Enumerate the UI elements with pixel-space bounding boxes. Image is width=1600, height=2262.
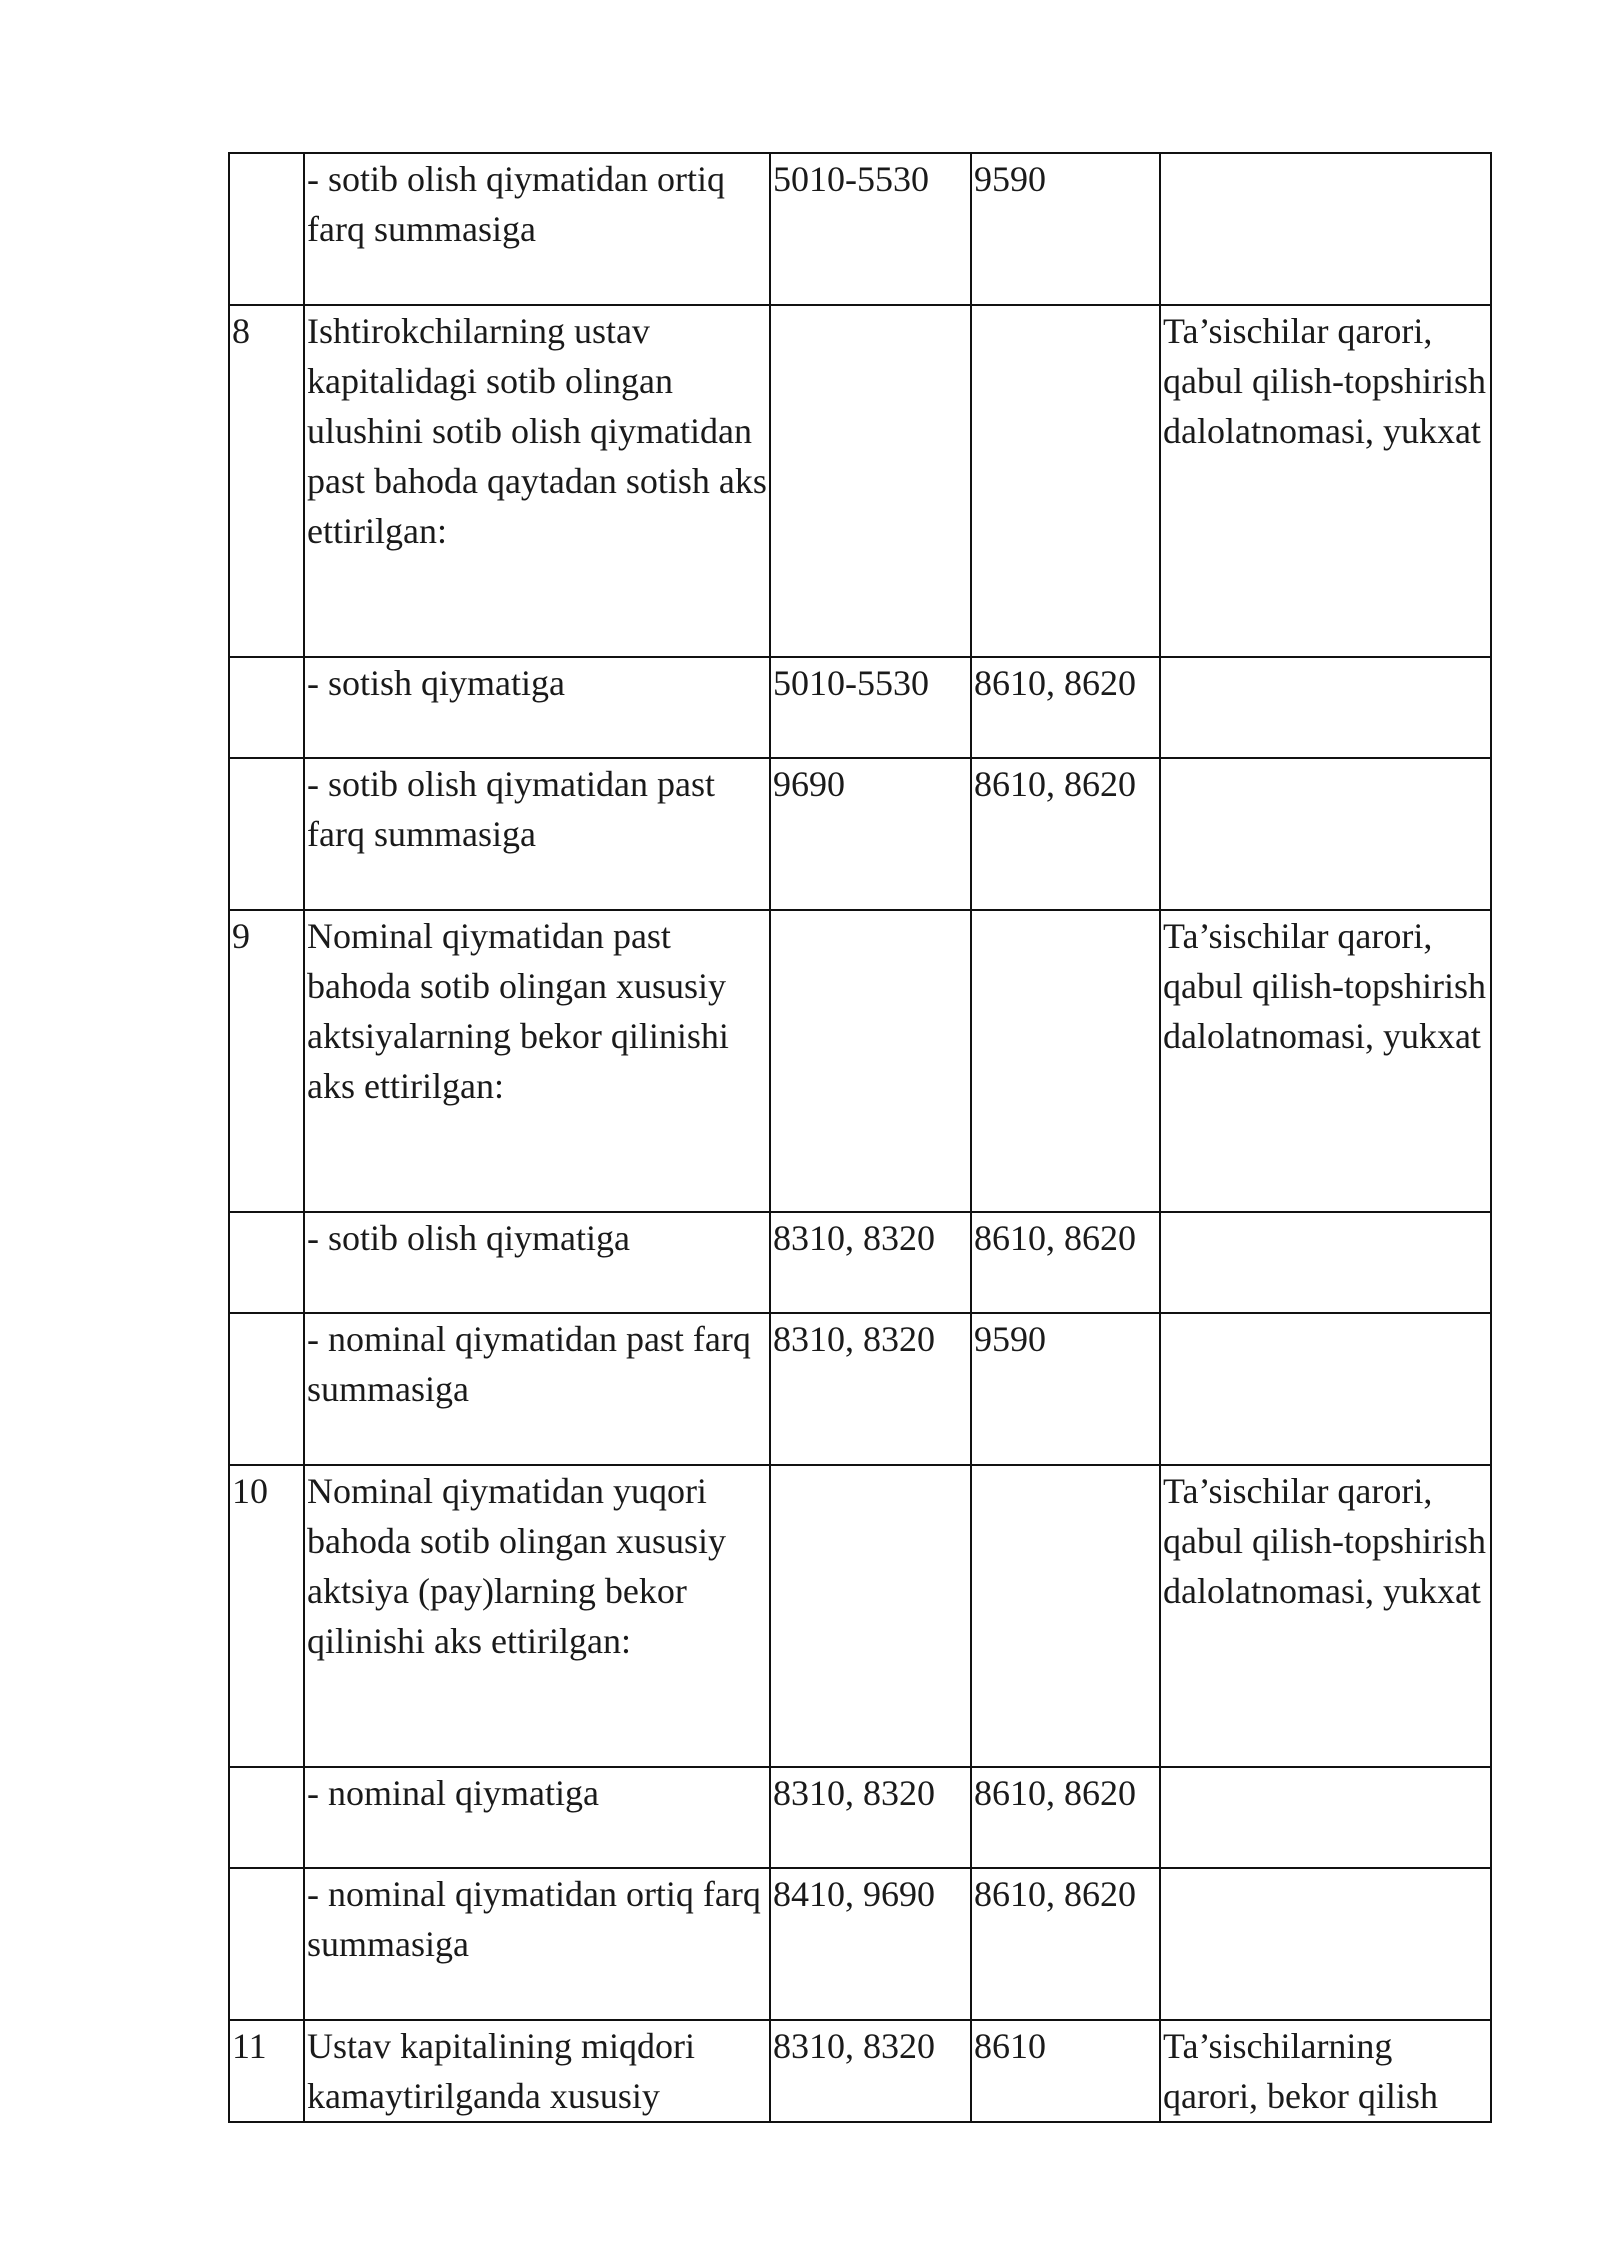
debit-account: 8310, 8320 <box>773 2026 935 2066</box>
description-cell <box>304 910 770 1212</box>
description-cell <box>304 1465 770 1767</box>
row-number-cell <box>229 657 304 758</box>
table-row <box>229 910 1491 1212</box>
credit-account: 8610, 8620 <box>974 1773 1136 1813</box>
debit-account: 9690 <box>773 764 845 804</box>
credit-cell <box>971 305 1160 657</box>
operation-description: - nominal qiymatidan ortiq farq summasiga <box>307 1874 761 1964</box>
credit-account: 9590 <box>974 1319 1046 1359</box>
row-number-cell <box>229 153 304 305</box>
credit-cell <box>971 657 1160 758</box>
debit-cell <box>770 1868 971 2020</box>
debit-account: 5010-5530 <box>773 663 929 703</box>
row-number-cell <box>229 1767 304 1868</box>
table-row <box>229 1212 1491 1313</box>
document-cell <box>1160 1767 1491 1868</box>
row-number-cell <box>229 910 304 1212</box>
table-row <box>229 1868 1491 2020</box>
row-number-cell <box>229 758 304 910</box>
table-row <box>229 1313 1491 1465</box>
credit-cell <box>971 153 1160 305</box>
debit-cell <box>770 305 971 657</box>
operation-description: - sotib olish qiymatiga <box>307 1218 630 1258</box>
row-number: 9 <box>232 916 250 956</box>
operation-description: Ustav kapitalining miqdori kamaytirilganda xususiy <box>307 2026 695 2116</box>
document-cell <box>1160 1313 1491 1465</box>
credit-cell <box>971 1767 1160 1868</box>
document-cell <box>1160 657 1491 758</box>
credit-cell <box>971 1313 1160 1465</box>
supporting-document: Ta’sischilar qarori, qabul qilish-topshirish dalolatnomasi, yukxat <box>1163 1471 1486 1611</box>
debit-account: 8310, 8320 <box>773 1319 935 1359</box>
credit-cell <box>971 2020 1160 2122</box>
credit-account: 8610, 8620 <box>974 663 1136 703</box>
debit-cell <box>770 1313 971 1465</box>
row-number-cell <box>229 1868 304 2020</box>
credit-account: 9590 <box>974 159 1046 199</box>
table-row <box>229 153 1491 305</box>
row-number-cell <box>229 305 304 657</box>
table-row <box>229 2020 1491 2122</box>
document-cell <box>1160 2020 1491 2122</box>
description-cell <box>304 153 770 305</box>
description-cell <box>304 1868 770 2020</box>
debit-cell <box>770 758 971 910</box>
supporting-document: Ta’sischilar qarori, qabul qilish-topshirish dalolatnomasi, yukxat <box>1163 916 1486 1056</box>
table-row <box>229 305 1491 657</box>
operation-description: - sotib olish qiymatidan past farq summasiga <box>307 764 715 854</box>
operation-description: Ishtirokchilarning ustav kapitalidagi sotib olingan ulushini sotib olish qiymatidan past bahoda qaytadan sotish aks ettirilgan: <box>307 311 767 551</box>
document-cell <box>1160 1465 1491 1767</box>
description-cell <box>304 305 770 657</box>
supporting-document: Ta’sischilar qarori, qabul qilish-topshirish dalolatnomasi, yukxat <box>1163 311 1486 451</box>
document-cell <box>1160 153 1491 305</box>
operation-description: Nominal qiymatidan past bahoda sotib olingan xususiy aktsiyalarning bekor qilinishi aks ettirilgan: <box>307 916 729 1106</box>
description-cell <box>304 1313 770 1465</box>
description-cell <box>304 1767 770 1868</box>
debit-cell <box>770 657 971 758</box>
credit-account: 8610, 8620 <box>974 1218 1136 1258</box>
debit-account: 5010-5530 <box>773 159 929 199</box>
operation-description: - sotish qiymatiga <box>307 663 565 703</box>
operation-description: - nominal qiymatiga <box>307 1773 599 1813</box>
row-number-cell <box>229 1212 304 1313</box>
description-cell <box>304 1212 770 1313</box>
debit-cell <box>770 1212 971 1313</box>
debit-cell <box>770 1767 971 1868</box>
document-cell <box>1160 1868 1491 2020</box>
debit-cell <box>770 153 971 305</box>
credit-cell <box>971 758 1160 910</box>
debit-account: 8310, 8320 <box>773 1773 935 1813</box>
credit-account: 8610, 8620 <box>974 1874 1136 1914</box>
accounting-entries-table <box>228 152 1492 2123</box>
debit-cell <box>770 1465 971 1767</box>
document-cell <box>1160 910 1491 1212</box>
description-cell <box>304 657 770 758</box>
table-row <box>229 758 1491 910</box>
table-row <box>229 1465 1491 1767</box>
table-row <box>229 657 1491 758</box>
description-cell <box>304 758 770 910</box>
credit-account: 8610, 8620 <box>974 764 1136 804</box>
operation-description: - nominal qiymatidan past farq summasiga <box>307 1319 751 1409</box>
credit-cell <box>971 1465 1160 1767</box>
debit-cell <box>770 910 971 1212</box>
document-cell <box>1160 758 1491 910</box>
debit-account: 8410, 9690 <box>773 1874 935 1914</box>
row-number-cell <box>229 2020 304 2122</box>
table-row <box>229 1767 1491 1868</box>
document-cell <box>1160 305 1491 657</box>
credit-cell <box>971 1212 1160 1313</box>
operation-description: Nominal qiymatidan yuqori bahoda sotib olingan xususiy aktsiya (pay)larning bekor qilinishi aks ettirilgan: <box>307 1471 726 1661</box>
row-number: 8 <box>232 311 250 351</box>
description-cell <box>304 2020 770 2122</box>
debit-account: 8310, 8320 <box>773 1218 935 1258</box>
row-number: 11 <box>232 2026 267 2066</box>
row-number-cell <box>229 1313 304 1465</box>
supporting-document: Ta’sischilarning qarori, bekor qilish <box>1163 2026 1438 2116</box>
credit-account: 8610 <box>974 2026 1046 2066</box>
credit-cell <box>971 1868 1160 2020</box>
credit-cell <box>971 910 1160 1212</box>
row-number-cell <box>229 1465 304 1767</box>
debit-cell <box>770 2020 971 2122</box>
document-cell <box>1160 1212 1491 1313</box>
row-number: 10 <box>232 1471 268 1511</box>
operation-description: - sotib olish qiymatidan ortiq farq summasiga <box>307 159 725 249</box>
